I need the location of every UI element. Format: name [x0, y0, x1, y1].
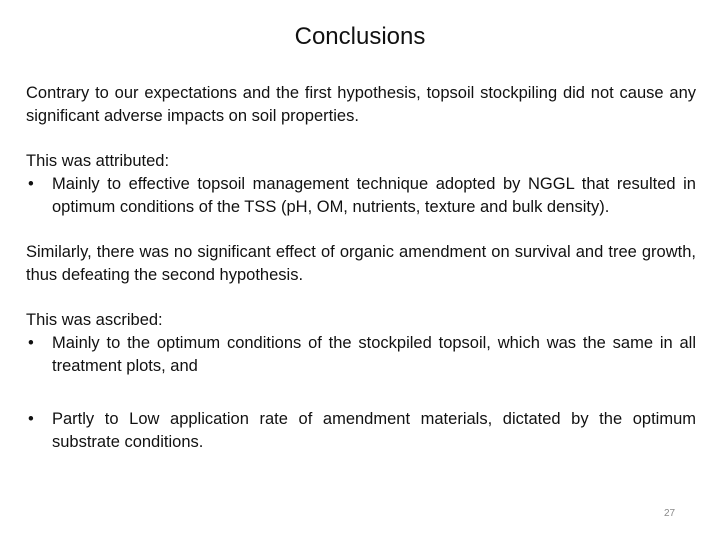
page-number: 27: [664, 508, 676, 519]
bullet-text: Mainly to effective topsoil management technique adopted by NGGL that resulted in optimum conditions of the TSS (pH, OM, nutrients, texture and bulk density).: [52, 175, 696, 216]
bullet-text: Partly to Low application rate of amendment materials, dictated by the optimum substrate conditions.: [52, 410, 696, 451]
ascribed-intro: This was ascribed:: [26, 311, 163, 329]
bullet-icon: •: [28, 175, 34, 193]
slide-body: [26, 82, 696, 454]
attributed-intro: This was attributed:: [26, 152, 170, 170]
bullet-item-ascribed-2: [26, 408, 696, 454]
bullet-icon: •: [28, 334, 34, 352]
slide-title: Conclusions: [294, 23, 426, 50]
bullet-icon: •: [28, 410, 34, 428]
bullet-item-attributed: [26, 173, 696, 219]
paragraph-amendment-finding: Similarly, there was no significant effect of organic amendment on survival and tree growth, thus defeating the second hypothesis.: [26, 243, 696, 284]
bullet-text: Mainly to the optimum conditions of the stockpiled topsoil, which was the same in all treatment plots, and: [52, 334, 696, 375]
paragraph-topsoil-finding: Contrary to our expectations and the first hypothesis, topsoil stockpiling did not cause any significant adverse impacts on soil properties.: [26, 84, 696, 125]
bullet-item-ascribed-1: [26, 332, 696, 378]
